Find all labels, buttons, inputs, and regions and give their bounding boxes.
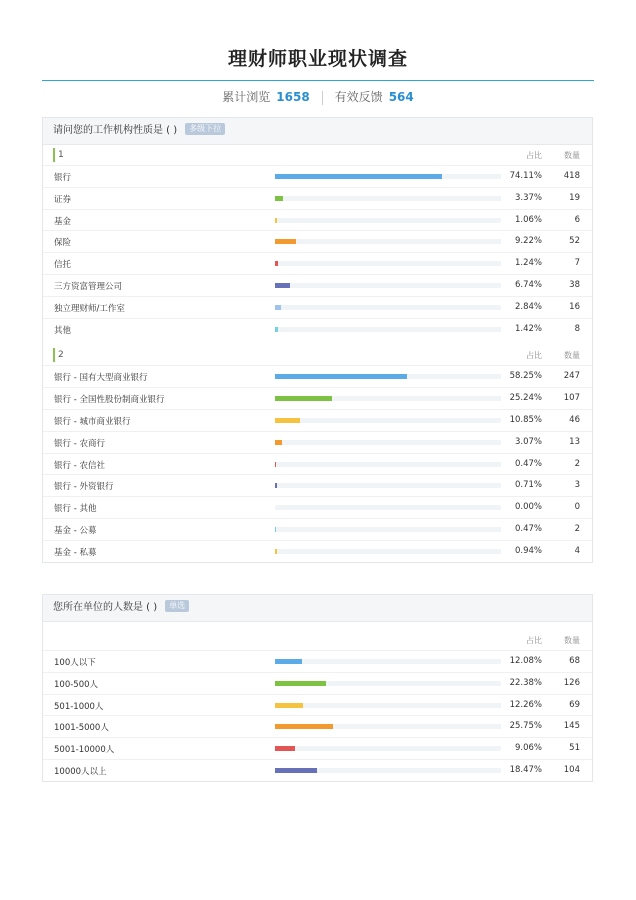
percent-bar-track: [275, 659, 501, 664]
option-count: 4: [574, 545, 580, 556]
group-header: [43, 345, 592, 365]
option-label: 独立理财师/工作室: [54, 303, 125, 314]
result-group: [43, 145, 592, 339]
result-row: [43, 252, 592, 274]
percent-bar-track: [275, 483, 501, 488]
result-row: [43, 387, 592, 409]
option-percent: 6.74%: [514, 279, 542, 290]
option-label: 银行 - 其他: [54, 504, 97, 515]
option-label: 501-1000人: [54, 701, 104, 712]
percent-bar-track: [275, 174, 501, 179]
percent-bar-fill: [275, 218, 277, 223]
percent-bar-fill: [275, 681, 326, 686]
feedback-label: 有效反馈: [334, 90, 383, 104]
option-label: 100人以下: [54, 658, 96, 668]
percent-bar-track: [275, 724, 501, 729]
option-count: 46: [569, 414, 580, 425]
title-divider: [42, 80, 594, 81]
column-header-count: 数量: [564, 351, 580, 361]
column-header-count: 数量: [564, 151, 580, 160]
option-label: 保险: [54, 238, 72, 249]
result-row: [43, 274, 592, 296]
feedback-value: 564: [388, 90, 414, 104]
option-label: 基金 - 公募: [54, 525, 97, 536]
column-header-percent: 占比: [526, 636, 542, 645]
percent-bar-track: [275, 440, 501, 445]
result-row: [43, 474, 592, 496]
option-label: 信托: [54, 260, 72, 271]
result-row: [43, 540, 592, 562]
option-label: 银行 - 农商行: [54, 438, 105, 449]
option-label: 银行: [54, 173, 72, 183]
option-count: 126: [563, 677, 580, 688]
option-percent: 18.47%: [509, 764, 542, 775]
option-count: 247: [563, 371, 580, 382]
option-percent: 12.08%: [509, 656, 542, 666]
percent-bar-fill: [275, 440, 282, 445]
column-header-percent: 占比: [526, 351, 542, 361]
views-value: 1658: [276, 90, 310, 104]
percent-bar-track: [275, 305, 501, 310]
option-percent: 0.47%: [514, 523, 542, 534]
percent-bar-track: [275, 681, 501, 686]
option-percent: 58.25%: [509, 371, 542, 382]
option-label: 100-500人: [54, 679, 99, 690]
option-label: 基金: [54, 216, 72, 227]
percent-bar-fill: [275, 196, 283, 201]
result-row: [43, 715, 592, 737]
option-label: 基金 - 私募: [54, 547, 97, 558]
option-percent: 9.06%: [514, 743, 542, 754]
percent-bar-track: [275, 418, 501, 423]
option-percent: 1.24%: [514, 258, 542, 269]
percent-bar-fill: [275, 483, 277, 488]
option-count: 19: [569, 192, 580, 203]
option-count: 13: [569, 436, 580, 447]
question-card-2: [42, 594, 593, 782]
question-header: [43, 595, 592, 622]
option-count: 51: [569, 743, 580, 754]
percent-bar-fill: [275, 659, 302, 664]
option-label: 银行 - 国有大型商业银行: [54, 373, 148, 384]
result-row: [43, 453, 592, 475]
question-type-tag: 多级下拉: [185, 123, 225, 135]
option-count: 145: [563, 721, 580, 732]
result-row: [43, 165, 592, 187]
option-label: 银行 - 全国性股份制商业银行: [54, 395, 165, 406]
percent-bar-track: [275, 527, 501, 532]
views-label: 累计浏览: [222, 90, 271, 104]
option-count: 418: [563, 171, 580, 181]
option-percent: 22.38%: [509, 677, 542, 688]
group-header: [43, 145, 592, 165]
percent-bar-fill: [275, 374, 407, 379]
percent-bar-fill: [275, 305, 281, 310]
option-label: 证券: [54, 194, 72, 205]
option-percent: 10.85%: [509, 414, 542, 425]
option-percent: 25.75%: [509, 721, 542, 732]
option-percent: 1.06%: [514, 214, 542, 225]
result-row: [43, 518, 592, 540]
option-percent: 0.47%: [514, 458, 542, 469]
percent-bar-track: [275, 396, 501, 401]
group-number: 1: [53, 148, 64, 162]
percent-bar-track: [275, 261, 501, 266]
result-group: [43, 630, 592, 781]
percent-bar-fill: [275, 261, 278, 266]
percent-bar-track: [275, 218, 501, 223]
option-count: 7: [574, 258, 580, 269]
question-header: [43, 118, 592, 145]
result-row: [43, 209, 592, 231]
result-row: [43, 296, 592, 318]
option-count: 104: [563, 764, 580, 775]
result-group: [43, 345, 592, 561]
option-count: 38: [569, 279, 580, 290]
result-row: [43, 759, 592, 781]
option-label: 银行 - 农信社: [54, 460, 105, 471]
percent-bar-track: [275, 462, 501, 467]
column-header-percent: 占比: [526, 151, 542, 160]
stats-separator: [322, 91, 323, 105]
question-text: 您所在单位的人数是 ( ): [53, 602, 158, 613]
option-percent: 1.42%: [514, 323, 542, 334]
stats-bar: [0, 88, 636, 106]
percent-bar-fill: [275, 327, 278, 332]
percent-bar-track: [275, 239, 501, 244]
group-header: [43, 630, 592, 650]
percent-bar-fill: [275, 746, 295, 751]
option-count: 0: [574, 502, 580, 513]
question-type-tag: 单选: [165, 600, 189, 612]
percent-bar-fill: [275, 703, 303, 708]
option-label: 5001-10000人: [54, 745, 115, 756]
option-count: 3: [574, 480, 580, 491]
page-title: 理财师职业现状调查: [227, 48, 408, 70]
percent-bar-fill: [275, 283, 290, 288]
percent-bar-track: [275, 746, 501, 751]
option-label: 银行 - 外资银行: [54, 482, 114, 493]
percent-bar-fill: [275, 174, 442, 179]
result-row: [43, 737, 592, 759]
option-count: 6: [574, 214, 580, 225]
question-card-1: [42, 117, 593, 563]
question-text: 请问您的工作机构性质是 ( ): [53, 125, 178, 136]
percent-bar-track: [275, 505, 501, 510]
result-row: [43, 409, 592, 431]
result-row: [43, 230, 592, 252]
result-row: [43, 694, 592, 716]
column-header-count: 数量: [564, 636, 580, 645]
percent-bar-track: [275, 327, 501, 332]
option-label: 银行 - 城市商业银行: [54, 416, 131, 427]
option-percent: 12.26%: [509, 699, 542, 710]
option-percent: 9.22%: [514, 236, 542, 247]
result-row: [43, 650, 592, 672]
result-row: [43, 187, 592, 209]
option-count: 107: [563, 393, 580, 404]
option-count: 8: [574, 323, 580, 334]
percent-bar-track: [275, 374, 501, 379]
option-percent: 3.37%: [514, 192, 542, 203]
option-label: 其他: [54, 325, 72, 336]
percent-bar-fill: [275, 527, 276, 532]
percent-bar-track: [275, 703, 501, 708]
option-label: 1001-5000人: [54, 723, 109, 734]
result-row: [43, 672, 592, 694]
percent-bar-fill: [275, 396, 332, 401]
percent-bar-fill: [275, 768, 317, 773]
option-count: 69: [569, 699, 580, 710]
percent-bar-track: [275, 283, 501, 288]
option-percent: 25.24%: [509, 393, 542, 404]
result-row: [43, 365, 592, 387]
percent-bar-fill: [275, 462, 276, 467]
percent-bar-track: [275, 768, 501, 773]
option-label: 三方资富管理公司: [54, 281, 123, 292]
percent-bar-track: [275, 549, 501, 554]
option-count: 52: [569, 236, 580, 247]
percent-bar-fill: [275, 418, 300, 423]
option-label: 10000人以上: [54, 766, 107, 777]
option-count: 68: [569, 656, 580, 666]
percent-bar-track: [275, 196, 501, 201]
group-number: 2: [53, 348, 64, 362]
option-percent: 74.11%: [509, 171, 542, 181]
percent-bar-fill: [275, 724, 333, 729]
option-percent: 0.71%: [514, 480, 542, 491]
option-percent: 0.00%: [514, 502, 542, 513]
option-percent: 0.94%: [514, 545, 542, 556]
option-percent: 3.07%: [514, 436, 542, 447]
percent-bar-fill: [275, 549, 277, 554]
percent-bar-fill: [275, 239, 296, 244]
result-row: [43, 431, 592, 453]
option-count: 2: [574, 523, 580, 534]
option-percent: 2.84%: [514, 301, 542, 312]
result-row: [43, 318, 592, 340]
result-row: [43, 496, 592, 518]
option-count: 16: [569, 301, 580, 312]
option-count: 2: [574, 458, 580, 469]
